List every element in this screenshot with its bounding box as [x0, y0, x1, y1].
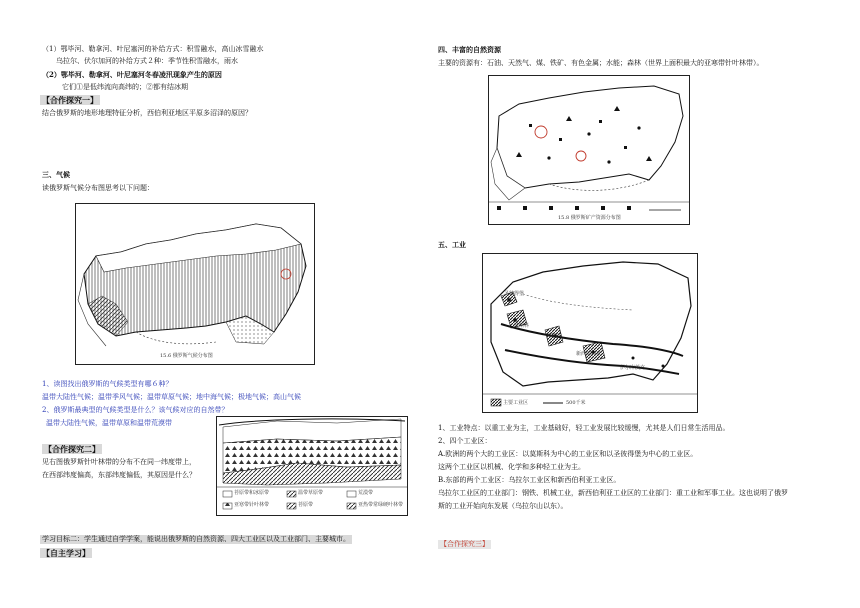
- industry-label-stpetersburg: 圣彼得堡: [504, 291, 525, 297]
- industry-p4: 这两个工业区以机械、化学和多种轻工业为主。: [438, 463, 585, 471]
- rivers-line-4: 它们①是低纬流向高纬的；②都有结冰期: [62, 83, 188, 91]
- climate-q1: 1、读图找出俄罗斯的气候类型有哪６种？: [42, 380, 173, 388]
- industry-legend-scale: 500千米: [566, 400, 586, 406]
- climate-map-caption: 15.6 俄罗斯气候分布图: [160, 353, 213, 359]
- rivers-line-1: （1）鄂毕河、勒拿河、叶尼塞河的补给方式：积雪融水，高山冰雪融水: [42, 45, 264, 53]
- climate-q2: 2、俄罗斯最典型的气候类型是什么？该气候对应的自然带？: [42, 406, 229, 414]
- industry-label-irkutsk: 伊尔库茨克: [620, 365, 646, 371]
- industry-p5: B.东部的两个工业区：乌拉尔工业区和新西伯利亚工业区。: [438, 476, 621, 484]
- industry-p1: 1、工业特点：以重工业为主，工业基础好，轻工业发展比较缓慢，尤其是人们日常生活用品。: [438, 424, 730, 432]
- rivers-line-3: （2）鄂毕河、勒拿河、叶尼塞河冬春凌汛现象产生的原因: [42, 70, 222, 79]
- minerals-map: [488, 75, 690, 225]
- coop2-q1: 见右图俄罗斯针叶林带的分布不在同一纬度带上，: [42, 458, 196, 466]
- climate-a1: 温带大陆性气候；温带季风气候；温带草原气候；地中海气候；极地气候；高山气候: [42, 393, 301, 401]
- industry-p7: 斯的工业开始向东发展（乌拉尔山以东）。: [438, 502, 568, 510]
- coop3-title: 【合作探究三】: [440, 540, 489, 548]
- veg-legend-6: 亚热带常绿硬叶林带: [358, 502, 404, 508]
- resources-heading: 四、丰富的自然资源: [438, 45, 501, 54]
- industry-label-novosibirsk: 新西伯利亚: [576, 351, 602, 357]
- climate-a2: 温带大陆性气候，温带草原和温带荒漠带: [46, 419, 172, 427]
- self-study-title: 【自主学习】: [42, 548, 90, 558]
- veg-legend-4: 亚寒带针叶林带: [234, 502, 270, 508]
- climate-heading: 三、气候: [42, 170, 70, 179]
- industry-heading: 五、工业: [438, 240, 466, 249]
- industry-map: [482, 253, 698, 413]
- industry-label-ural: 乌拉尔: [546, 333, 562, 339]
- veg-legend-3: 荒漠带: [358, 490, 374, 496]
- veg-legend-1: 苔原带和冰原带: [234, 490, 270, 496]
- veg-legend-2: 温带草原带: [298, 490, 324, 496]
- learning-goal-text: 学习目标二：学生通过自学学案，能说出俄罗斯的自然资源、四大工业区以及工业部门、主要城市。: [42, 535, 350, 543]
- resources-text: 主要的资源有：石油、天然气、煤、铁矿、有色金属；水能；森林（世界上面积最大的亚寒带针叶林带）。: [438, 59, 764, 67]
- rivers-line-2: 乌拉尔、伏尔加河的补给方式２种：季节性积雪融水，雨水: [56, 57, 238, 65]
- climate-intro: 读俄罗斯气候分布图思考以下问题：: [42, 184, 154, 192]
- veg-legend-5: 苔原带: [298, 502, 314, 508]
- learning-goal-2: [40, 535, 352, 544]
- coop1-question: 结合俄罗斯的地形地理特征分析，西伯利亚地区平原多沼泽的原因？: [42, 109, 252, 117]
- coop2-q2: 在西部纬度偏高，东部纬度偏低，其原因是什么？: [42, 471, 196, 479]
- climate-map: [75, 203, 315, 365]
- industry-p3: A.欧洲的两个大的工业区：以莫斯科为中心的工业区和以圣彼得堡为中心的工业区。: [438, 450, 698, 458]
- industry-p6: 乌拉尔工业区的工业部门：钢铁、机械工业，新西伯利亚工业区的工业部门：重工业和军事工业。这也说明了俄罗: [438, 489, 788, 497]
- industry-label-moscow: 莫斯科: [514, 323, 530, 329]
- coop1-title: 【合作探究一】: [42, 95, 98, 105]
- coop2-title: 【合作探究二】: [44, 444, 100, 454]
- industry-legend-area: 主要工业区: [503, 400, 529, 406]
- industry-p2: 2、四个工业区：: [438, 437, 492, 445]
- minerals-map-caption: 15.8 俄罗斯矿产资源分布图: [558, 215, 621, 221]
